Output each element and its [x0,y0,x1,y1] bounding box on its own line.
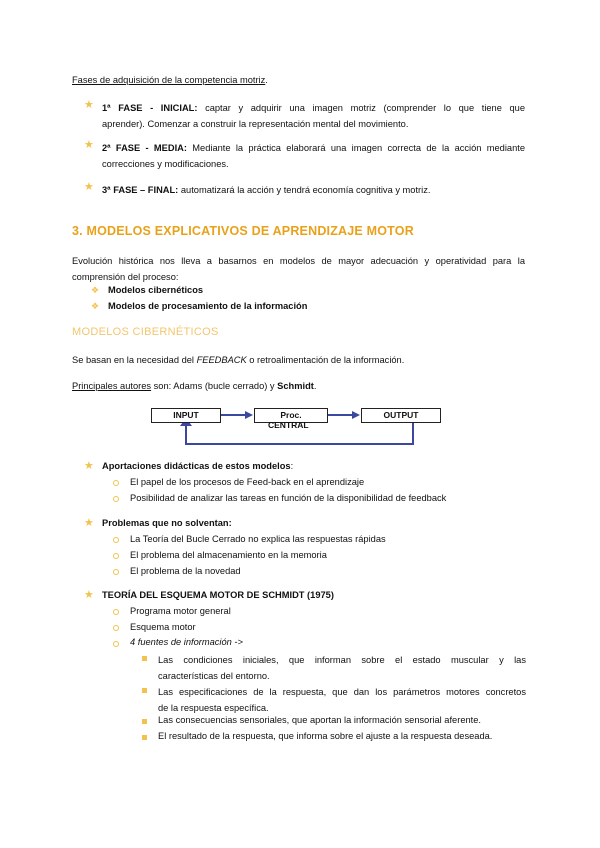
section-intro: Evolución histórica nos lleva a basarnos en modelos de mayor adecuación y operatividad para la comprensión del proceso: [72,256,525,282]
star-bullet-icon: ★ [84,589,94,601]
circle-bullet-icon [113,641,119,647]
input-box: INPUT [151,408,221,423]
square-bullet-icon [142,688,147,693]
aportaciones-title: Aportaciones didácticas de estos modelos: [102,461,294,471]
star-bullet-icon: ★ [84,99,94,111]
loop-line-left [185,423,187,445]
fuente-item: El resultado de la respuesta, que informa sobre el ajuste a la respuesta deseada. [158,731,493,741]
star-bullet-icon: ★ [84,460,94,472]
model-item: Modelos de procesamiento de la información [108,301,308,311]
list-item: El problema de la novedad [130,566,241,576]
circle-bullet-icon [113,625,119,631]
fuente-item: Las condiciones iniciales, que informan sobre el estado muscular y las características del entorno. [158,655,526,681]
list-item: Programa motor general [130,606,231,616]
schmidt-title: TEORÍA DEL ESQUEMA MOTOR DE SCHMIDT (1975) [102,590,334,600]
subsection-heading: MODELOS CIBERNÉTICOS [72,326,219,338]
fases-title: Fases de adquisición de la competencia motriz. [72,75,268,85]
list-item: El papel de los procesos de Feed-back en el aprendizaje [130,477,365,487]
list-item: Posibilidad de analizar las tareas en función de la disponibilidad de feedback [130,493,447,503]
basan-text: Se basan en la necesidad del FEEDBACK o retroalimentación de la información. [72,355,405,365]
circle-bullet-icon [113,496,119,502]
fase-2: 2ª FASE - MEDIA: Mediante la práctica elaborará una imagen correcta de la acción mediante correcciones y modificaciones. [102,143,525,169]
diamond-bullet-icon: ❖ [91,301,100,311]
fuente-item: Las consecuencias sensoriales, que aportan la información sensorial aferente. [158,715,481,725]
fase-1: 1ª FASE - INICIAL: captar y adquirir una imagen motriz (comprender lo que tiene que aprender). Comenzar a construir la representación mental del movimiento. [102,103,526,129]
output-box: OUTPUT [361,408,441,423]
fase-3: 3ª FASE – FINAL: automatizará la acción y tendrá economía cognitiva y motriz. [102,185,431,195]
arrow-right-icon [352,411,360,419]
list-item: La Teoría del Bucle Cerrado no explica las respuestas rápidas [130,534,386,544]
square-bullet-icon [142,656,147,661]
circle-bullet-icon [113,569,119,575]
autores-text: Principales autores son: Adams (bucle cerrado) y Schmidt. [72,381,317,391]
arrow-line-2 [328,414,355,416]
circle-bullet-icon [113,480,119,486]
circle-bullet-icon [113,553,119,559]
diamond-bullet-icon: ❖ [91,285,100,295]
arrow-line-1 [221,414,248,416]
loop-line-bottom [185,443,414,445]
proc-box: Proc. [254,408,328,423]
problemas-title: Problemas que no solventan: [102,518,232,528]
square-bullet-icon [142,735,147,740]
model-item: Modelos cibernéticos [108,285,204,295]
list-item: Esquema motor [130,622,196,632]
section-heading: 3. MODELOS EXPLICATIVOS DE APRENDIZAJE MOTOR [72,224,414,238]
square-bullet-icon [142,719,147,724]
loop-line-right [412,423,414,445]
list-item: 4 fuentes de información -> [130,637,243,647]
circle-bullet-icon [113,609,119,615]
star-bullet-icon: ★ [84,517,94,529]
fuente-item: Las especificaciones de la respuesta, que dan los parámetros motores concretos de la respuesta específica. [158,687,526,713]
list-item: El problema del almacenamiento en la memoria [130,550,327,560]
central-label: CENTRAL [268,420,309,430]
arrow-right-icon [245,411,253,419]
star-bullet-icon: ★ [84,181,94,193]
star-bullet-icon: ★ [84,139,94,151]
circle-bullet-icon [113,537,119,543]
